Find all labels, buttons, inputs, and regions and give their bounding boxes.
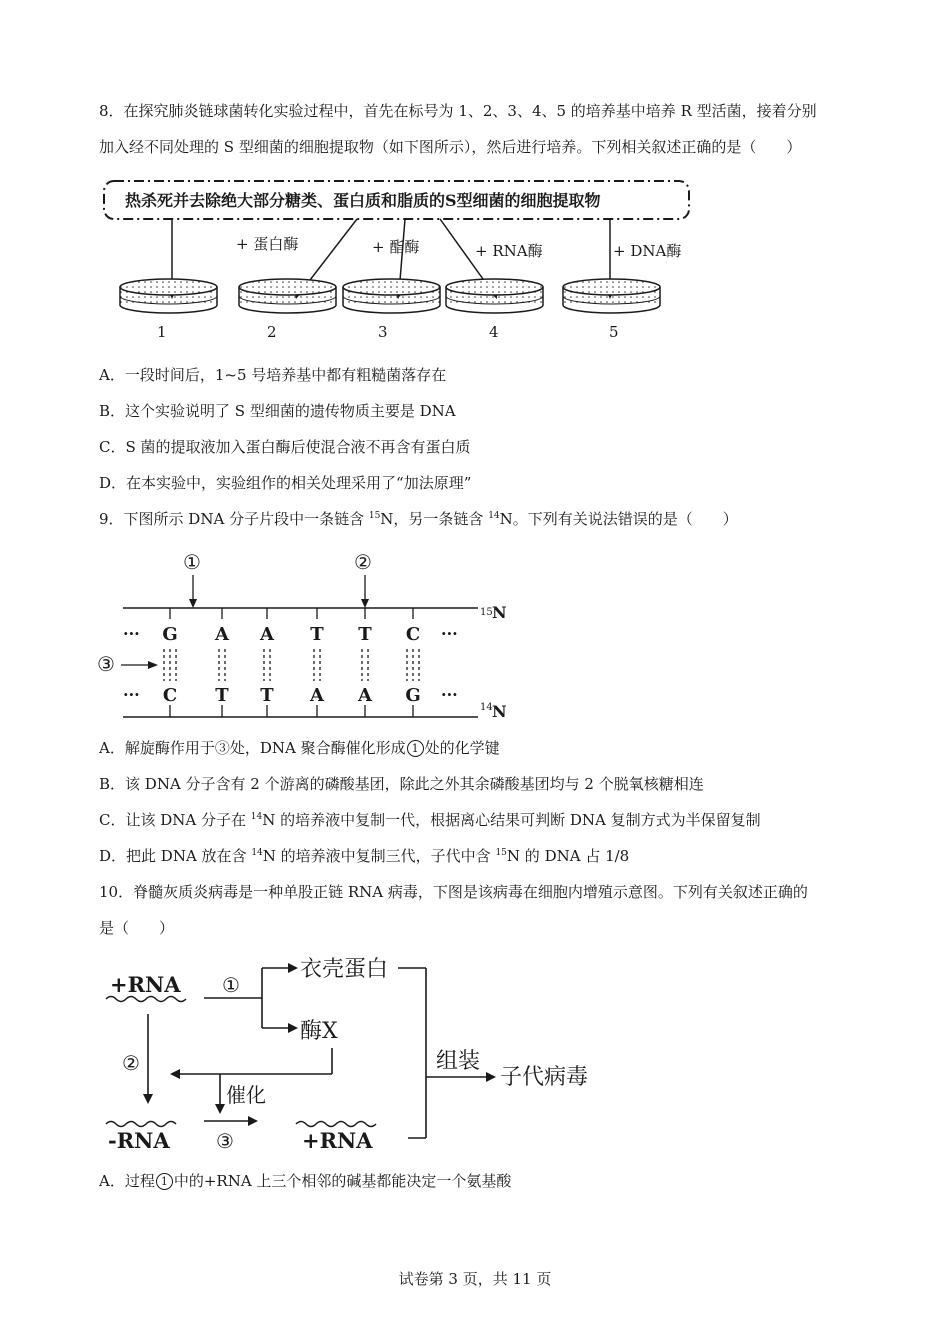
bottom-base-6: G (405, 685, 421, 706)
bottom-base-2: T (215, 685, 229, 706)
enzyme-label-rnase: + RNA酶 (475, 242, 543, 260)
q10-virus-figure (100, 952, 620, 1157)
step-3-label: ③ (216, 1129, 234, 1153)
top-base-2: A (215, 624, 229, 645)
top-strand-n: N (492, 603, 507, 622)
bottom-strand-sup: 14 (480, 702, 493, 713)
plus-rna-wave-top (106, 997, 186, 1002)
minus-rna-label: -RNA (108, 1128, 170, 1153)
page-footer: 试卷第 3 页，共 11 页 (398, 1270, 552, 1288)
top-base-1: G (162, 624, 178, 645)
top-base-4: T (310, 624, 324, 645)
minus-rna-wave (106, 1122, 176, 1127)
top-base-3: A (260, 624, 274, 645)
bottom-base-4: A (310, 685, 324, 706)
bottom-base-3: T (260, 685, 274, 706)
q9-option-a: A．解旋酶作用于③处，DNA 聚合酶催化形成 1 处的化学键 (99, 739, 500, 757)
enzyme-x-label: 酶X (300, 1019, 338, 1044)
q8-figure (95, 175, 705, 345)
culture-dish-1 (120, 279, 217, 313)
q9-option-c: C．让该 DNA 分子在 $^{14}$N 的培养液中复制一代，根据离心结果可判断 DNA 复制方式为半保留复制 (99, 811, 761, 829)
top-base-6: C (405, 624, 421, 645)
dish-number-5: 5 (609, 323, 619, 341)
progeny-virus-label: 子代病毒 (500, 1065, 589, 1090)
q8-stem-line2: 加入经不同处理的 S 型细菌的细胞提取物（如下图所示），然后进行培养。下列相关叙述正确的是（ ） (99, 138, 802, 156)
enzyme-label-esterase: + 酯酶 (372, 238, 420, 256)
mark-3-label: ③ (97, 652, 115, 676)
enzyme-label-protease: + 蛋白酶 (236, 235, 299, 253)
enzyme-label-dnase: + DNA酶 (613, 242, 682, 260)
bottom-strand-n: N (492, 702, 507, 721)
hydrogen-bonds (164, 649, 419, 681)
plus-rna-label-bottom: +RNA (302, 1128, 373, 1153)
top-base-5: T (358, 624, 372, 645)
top-left-ellipsis: ··· (123, 624, 140, 643)
q10-option-a: A．过程 1 中的+RNA 上三个相邻的碱基都能决定一个氨基酸 (99, 1172, 512, 1190)
circled-1-icon: 1 (407, 740, 424, 757)
bottom-base-1: C (162, 685, 178, 706)
catalyze-label: 催化 (226, 1083, 266, 1107)
capsid-protein-label: 衣壳蛋白 (300, 957, 389, 982)
q8-stem-line1: 8．在探究肺炎链球菌转化实验过程中，首先在标号为 1、2、3、4、5 的培养基中培养 R 型活菌，接着分别 (99, 102, 817, 120)
q8-option-b: B．这个实验说明了 S 型细菌的遗传物质主要是 DNA (99, 402, 456, 420)
q9-option-b: B．该 DNA 分子含有 2 个游离的磷酸基团，除此之外其余磷酸基团均与 2 个脱氧核糖相连 (99, 775, 704, 793)
q8-option-a: A．一段时间后，1~5 号培养基中都有粗糙菌落存在 (99, 366, 447, 384)
extract-box-label: 热杀死并去除绝大部分糖类、蛋白质和脂质的S型细菌的细胞提取物 (125, 191, 601, 210)
circled-1-icon: 1 (156, 1173, 173, 1190)
q9-stem: 9．下图所示 DNA 分子片段中一条链含 $^{15}$N，另一条链含 $^{14}$N。下列有关说法错误的是（ ） (99, 510, 738, 528)
q8-option-d: D．在本实验中，实验组作的相关处理采用了“加法原理” (99, 474, 472, 492)
plus-rna-wave-bottom (296, 1122, 376, 1127)
bottom-right-ellipsis: ··· (441, 685, 458, 704)
q9-option-d: D．把此 DNA 放在含 $^{14}$N 的培养液中复制三代，子代中含 $^{15}$N 的 DNA 占 1/8 (99, 847, 630, 865)
bottom-base-5: A (358, 685, 372, 706)
culture-dish-4 (446, 279, 543, 313)
dish-number-2: 2 (267, 323, 277, 341)
bottom-left-ellipsis: ··· (123, 685, 140, 704)
top-strand-sup: 15 (480, 607, 493, 618)
q10-stem-line2: 是（ ） (99, 919, 175, 937)
mark-2-label: ② (354, 550, 372, 574)
culture-dish-5 (563, 279, 660, 313)
q10-stem-line1: 10．脊髓灰质炎病毒是一种单股正链 RNA 病毒，下图是该病毒在细胞内增殖示意图。下列有关叙述正确的 (99, 883, 808, 901)
culture-dish-2 (239, 279, 336, 313)
q8-option-c: C．S 菌的提取液加入蛋白酶后使混合液不再含有蛋白质 (99, 438, 471, 456)
assemble-label: 组装 (436, 1049, 481, 1074)
plus-rna-label-top: +RNA (110, 972, 181, 997)
q9-dna-figure (95, 545, 520, 725)
culture-dish-3 (343, 279, 440, 313)
dish-number-4: 4 (489, 323, 499, 341)
top-right-ellipsis: ··· (441, 624, 458, 643)
dish-number-1: 1 (157, 323, 167, 341)
mark-1-label: ① (183, 550, 201, 574)
step-2-label: ② (122, 1051, 140, 1075)
step-1-label: ① (222, 973, 240, 997)
culture-dishes (120, 279, 660, 313)
dish-number-3: 3 (378, 323, 388, 341)
